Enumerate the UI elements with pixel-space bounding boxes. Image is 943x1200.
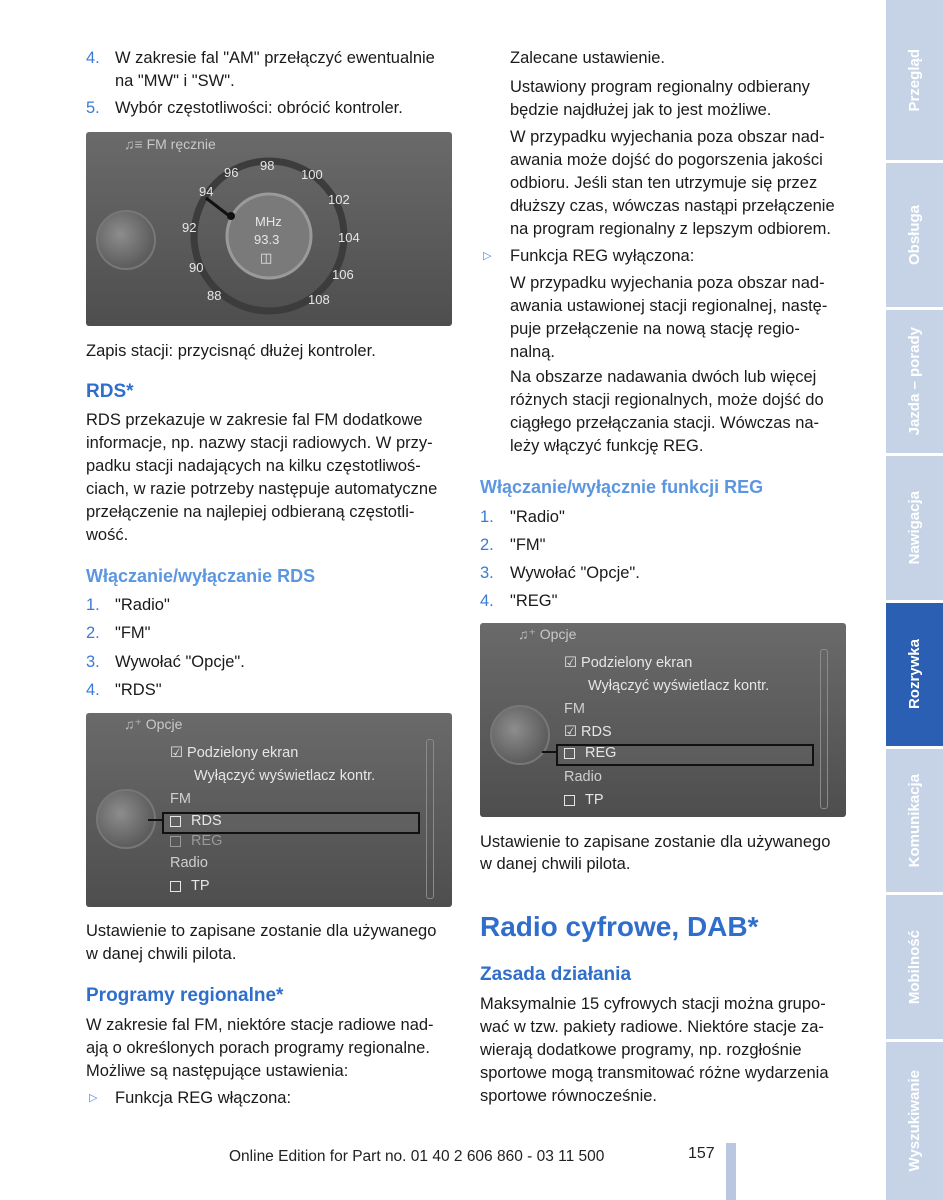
menu-item-split-screen: ☑ Podzielony ekran xyxy=(170,745,299,761)
pointer-line xyxy=(148,819,164,821)
menu-item-reg: REG xyxy=(170,833,222,849)
menu-group-radio: Radio xyxy=(170,855,208,871)
scale-label: 94 xyxy=(199,184,214,199)
rds-options-screenshot xyxy=(86,713,452,907)
step-number: 3. xyxy=(480,564,494,582)
step-number: 4. xyxy=(86,681,100,699)
regional-text-line: ają o określonych porach programy regionalne. xyxy=(86,1039,430,1057)
step-number: 3. xyxy=(86,653,100,671)
tab-nawigacja[interactable]: Nawigacja xyxy=(886,456,943,600)
scale-label: 108 xyxy=(308,292,330,307)
scale-label: 90 xyxy=(189,260,204,275)
tab-komunikacja[interactable]: Komunikacja xyxy=(886,749,943,892)
body-line: W przypadku wyjechania poza obszar nad- xyxy=(510,274,825,292)
step-text: Wywołać "Opcje". xyxy=(115,653,245,671)
reg-options-screenshot xyxy=(480,623,846,817)
bullet-triangle-icon: ▷ xyxy=(89,1092,98,1104)
step-text: Wywołać "Opcje". xyxy=(510,564,640,582)
menu-item-rds: RDS xyxy=(170,813,222,829)
body-line: na program regionalny z lepszym odbiorem. xyxy=(510,220,831,238)
menu-group-fm: FM xyxy=(564,701,585,717)
body-line: puje przełączenie na nową stację regio- xyxy=(510,320,800,338)
step-text: "REG" xyxy=(510,592,558,610)
menu-item-reg: REG xyxy=(564,745,616,761)
reg-toggle-heading: Włączanie/wyłącznie funkcji REG xyxy=(480,477,764,497)
tab-jazda-porady[interactable]: Jazda – porady xyxy=(886,310,943,453)
checkbox-checked-icon: ☑ xyxy=(170,745,183,761)
caption-line: w danej chwili pilota. xyxy=(86,945,237,963)
menu-item-tp: TP xyxy=(564,792,604,808)
controller-knob xyxy=(490,705,550,765)
scrollbar xyxy=(820,649,828,809)
menu-item-display-off: Wyłączyć wyświetlacz kontr. xyxy=(194,768,376,784)
bullet-text: Funkcja REG wyłączona: xyxy=(510,247,695,265)
rds-text-line: padku stacji nadających na kilku częstotliwoś- xyxy=(86,457,421,475)
page-marker-bar xyxy=(726,1143,736,1200)
checkbox-checked-icon: ☑ xyxy=(564,655,577,671)
menu-group-fm: FM xyxy=(170,791,191,807)
step-number: 2. xyxy=(86,624,100,642)
menu-item-rds: ☑ RDS xyxy=(564,724,612,740)
tab-rozrywka[interactable]: Rozrywka xyxy=(886,603,943,746)
checkbox-icon xyxy=(170,881,181,892)
step-number: 5. xyxy=(86,99,100,117)
scale-label: 92 xyxy=(182,220,197,235)
step-text: na "MW" i "SW". xyxy=(115,72,235,90)
body-line: różnych stacji regionalnych, może dojść do xyxy=(510,391,824,409)
bullet-triangle-icon: ▷ xyxy=(483,250,492,262)
scale-label: 106 xyxy=(332,267,354,282)
scrollbar xyxy=(426,739,434,899)
body-line: sportowe mogą transmitować różne wydarzenia xyxy=(480,1064,829,1082)
save-icon: ◫ xyxy=(260,250,273,265)
step-number: 1. xyxy=(86,596,100,614)
scale-label: 98 xyxy=(260,158,275,173)
menu-item-split-screen: ☑ Podzielony ekran xyxy=(564,655,693,671)
step-text: "FM" xyxy=(115,624,151,642)
menu-item-display-off: Wyłączyć wyświetlacz kontr. xyxy=(588,678,770,694)
step-text: Wybór częstotliwości: obrócić kontroler. xyxy=(115,99,403,117)
checkbox-icon xyxy=(564,748,575,759)
rds-text-line: informacje, np. nazwy stacji radiowych. W przy- xyxy=(86,434,433,452)
checkbox-checked-icon: ☑ xyxy=(564,724,577,740)
step-text: "FM" xyxy=(510,536,546,554)
scale-label: 96 xyxy=(224,165,239,180)
frequency-unit: MHz xyxy=(255,214,282,229)
scale-label: 104 xyxy=(338,230,360,245)
dab-heading: Radio cyfrowe, DAB* xyxy=(480,911,759,942)
scale-label: 88 xyxy=(207,288,222,303)
page-number: 157 xyxy=(688,1145,715,1162)
rds-heading: RDS* xyxy=(86,381,134,402)
body-line: ciągłego przełączania stacji. Wówczas na- xyxy=(510,414,820,432)
checkbox-icon xyxy=(170,836,181,847)
rds-text-line: przełączenie na najlepiej odbieraną częstotli- xyxy=(86,503,415,521)
menu-item-tp: TP xyxy=(170,878,210,894)
body-line: Maksymalnie 15 cyfrowych stacji można grupo- xyxy=(480,995,826,1013)
recommended-text: Zalecane ustawienie. xyxy=(510,49,666,67)
tuner-screenshot xyxy=(86,132,452,326)
checkbox-icon xyxy=(170,816,181,827)
rds-text-line: RDS przekazuje w zakresie fal FM dodatkowe xyxy=(86,411,423,429)
body-line: awania ustawionej stacji regionalnej, nastę- xyxy=(510,297,828,315)
regional-text-line: W zakresie fal FM, niektóre stacje radiowe nad- xyxy=(86,1016,434,1034)
footer-text: Online Edition for Part no. 01 40 2 606 860 - 03 11 500 xyxy=(229,1148,605,1165)
body-line: Na obszarze nadawania dwóch lub więcej xyxy=(510,368,817,386)
step-number: 4. xyxy=(86,49,100,67)
body-line: sportowe równocześnie. xyxy=(480,1087,658,1105)
step-text: "Radio" xyxy=(115,596,170,614)
screen-title: Opcje xyxy=(539,626,577,642)
rds-text-line: wość. xyxy=(86,526,129,544)
body-line: awania może dojść do pogorszenia jakości xyxy=(510,151,823,169)
frequency-value: 93.3 xyxy=(254,232,280,247)
step-text: "Radio" xyxy=(510,508,565,526)
bullet-text: Funkcja REG włączona: xyxy=(115,1089,292,1107)
body-line: W przypadku wyjechania poza obszar nad- xyxy=(510,128,825,146)
tab-mobilnosc[interactable]: Mobilność xyxy=(886,895,943,1039)
step-number: 4. xyxy=(480,592,494,610)
body-line: nalną. xyxy=(510,343,555,361)
tab-wyszukiwanie[interactable]: Wyszukiwanie xyxy=(886,1042,943,1200)
options-icon: ♫⁺ xyxy=(518,626,536,642)
caption-line: Ustawienie to zapisane zostanie dla używanego xyxy=(86,922,437,940)
options-icon: ♫⁺ xyxy=(124,716,142,732)
body-line: odbioru. Jeśli stan ten utrzymuje się przez xyxy=(510,174,818,192)
screen-title: FM ręcznie xyxy=(146,136,216,152)
step-text: W zakresie fal "AM" przełączyć ewentualnie xyxy=(115,49,435,67)
radio-icon: ♫≡ xyxy=(124,136,143,152)
section-tabs xyxy=(886,0,943,1200)
screen-title: Opcje xyxy=(145,716,183,732)
caption-line: Ustawienie to zapisane zostanie dla używanego xyxy=(480,833,831,851)
controller-knob xyxy=(96,789,156,849)
step-number: 1. xyxy=(480,508,494,526)
body-line: dłuższy czas, wówczas nastąpi przełączenie xyxy=(510,197,835,215)
menu-group-radio: Radio xyxy=(564,769,602,785)
step-number: 2. xyxy=(480,536,494,554)
caption-line: w danej chwili pilota. xyxy=(480,855,631,873)
body-line: leży włączyć funkcję REG. xyxy=(510,437,704,455)
regional-heading: Programy regionalne* xyxy=(86,985,284,1006)
rds-text-line: ciach, w razie potrzeby następuje automatyczne xyxy=(86,480,438,498)
body-line: wierają dodatkowe programy, np. rozgłośnie xyxy=(480,1041,802,1059)
body-line: będzie najdłużej jak to jest możliwe. xyxy=(510,101,772,119)
tuner-caption: Zapis stacji: przycisnąć dłużej kontroler. xyxy=(86,342,376,360)
checkbox-icon xyxy=(564,795,575,806)
scale-label: 100 xyxy=(301,167,323,182)
step-text: "RDS" xyxy=(115,681,162,699)
regional-text-line: Możliwe są następujące ustawienia: xyxy=(86,1062,349,1080)
pointer-line xyxy=(542,751,558,753)
body-line: wać w tzw. pakiety radiowe. Niektóre stacje za- xyxy=(480,1018,824,1036)
scale-label: 102 xyxy=(328,192,350,207)
principle-heading: Zasada działania xyxy=(480,964,632,985)
rds-toggle-heading: Włączanie/wyłączanie RDS xyxy=(86,566,316,586)
tab-obsluga[interactable]: Obsługa xyxy=(886,163,943,307)
body-line: Ustawiony program regionalny odbierany xyxy=(510,78,810,96)
tab-przeglad[interactable]: Przegląd xyxy=(886,0,943,160)
